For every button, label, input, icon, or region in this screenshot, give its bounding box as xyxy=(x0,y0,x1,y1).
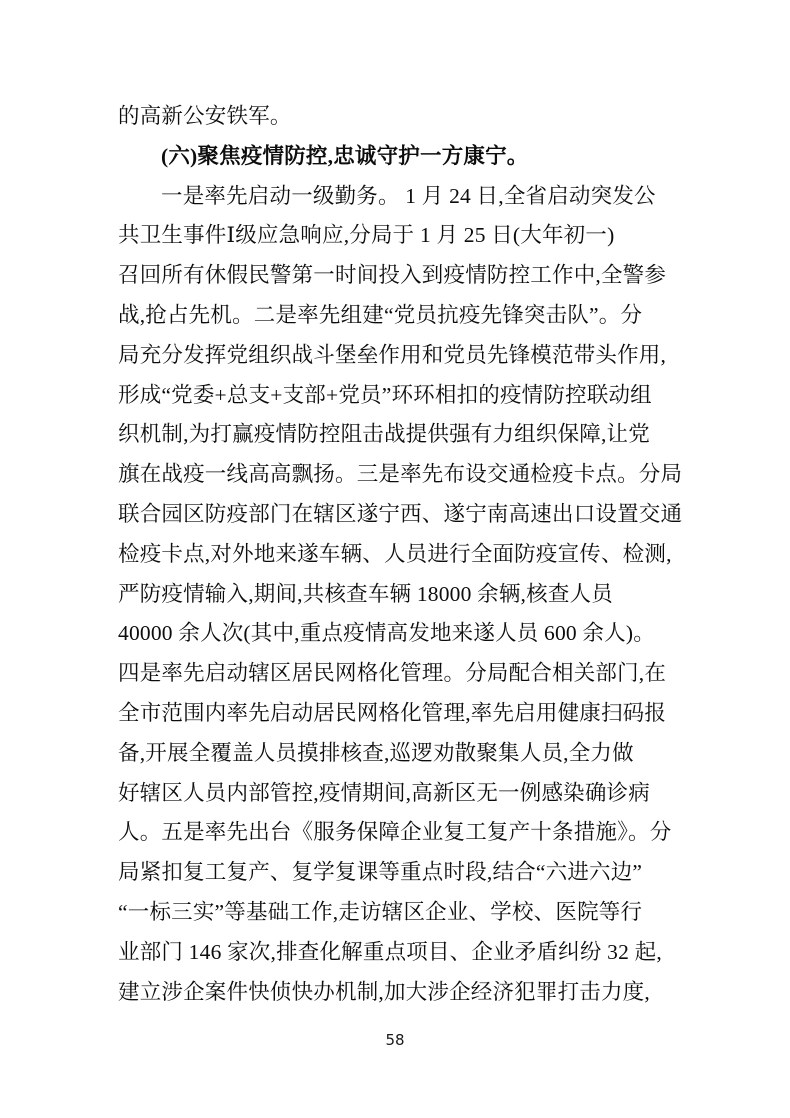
page-number: 58 xyxy=(385,1031,405,1049)
text-line: 旗在战疫一线高高飘扬。三是率先布设交通检疫卡点。分局 xyxy=(118,462,683,487)
text-line: “一标三实”等基础工作,走访辖区企业、学校、医院等行 xyxy=(118,899,643,924)
text-line: 检疫卡点,对外地来遂车辆、人员进行全面防疫宣传、检测, xyxy=(118,541,672,566)
text-line: 战,抢占先机。二是率先组建“党员抗疫先锋突击队”。分 xyxy=(118,302,643,327)
text-line: 一是率先启动一级勤务。 1 月 24 日,全省启动突发公 xyxy=(161,183,656,208)
text-line: 人。五是率先出台《服务保障企业复工复产十条措施》。分 xyxy=(118,820,672,845)
text-line: 共卫生事件Ⅰ级应急响应,分局于 1 月 25 日(大年初一) xyxy=(118,223,615,248)
document-body xyxy=(118,97,683,1012)
text-line: 40000 余人次(其中,重点疫情高发地来遂人员 600 余人)。 xyxy=(118,621,655,646)
text-line: 建立涉企案件快侦快办机制,加大涉企经济犯罪打击力度, xyxy=(118,979,650,1004)
text-line: 形成“党委+总支+支部+党员”环环相扣的疫情防控联动组 xyxy=(118,382,652,407)
text-line: 四是率先启动辖区居民网格化管理。分局配合相关部门,在 xyxy=(118,661,667,686)
section-heading: (六)聚焦疫情防控,忠诚守护一方康宁。 xyxy=(161,143,529,168)
text-line: 联合园区防疫部门在辖区遂宁西、遂宁南高速出口设置交通 xyxy=(118,501,683,526)
text-line: 召回所有休假民警第一时间投入到疫情防控工作中,全警参 xyxy=(118,263,667,288)
text-line: 备,开展全覆盖人员摸排核查,巡逻劝散聚集人员,全力做 xyxy=(118,740,634,765)
text-line: 好辖区人员内部管控,疫情期间,高新区无一例感染确诊病 xyxy=(118,780,650,805)
text-line: 全市范围内率先启动居民网格化管理,率先启用健康扫码报 xyxy=(118,700,667,725)
text-line: 的高新公安铁军。 xyxy=(118,104,292,128)
text-line: 局紧扣复工复产、复学复课等重点时段,结合“六进六边” xyxy=(118,860,643,885)
text-line: 业部门 146 家次,排查化解重点项目、企业矛盾纠纷 32 起, xyxy=(118,939,662,964)
text-line: 局充分发挥党组织战斗堡垒作用和党员先锋模范带头作用, xyxy=(118,342,667,367)
text-line: 严防疫情输入,期间,共核查车辆 18000 余辆,核查人员 xyxy=(118,581,613,606)
text-line: 织机制,为打赢疫情防控阻击战提供强有力组织保障,让党 xyxy=(118,422,650,447)
